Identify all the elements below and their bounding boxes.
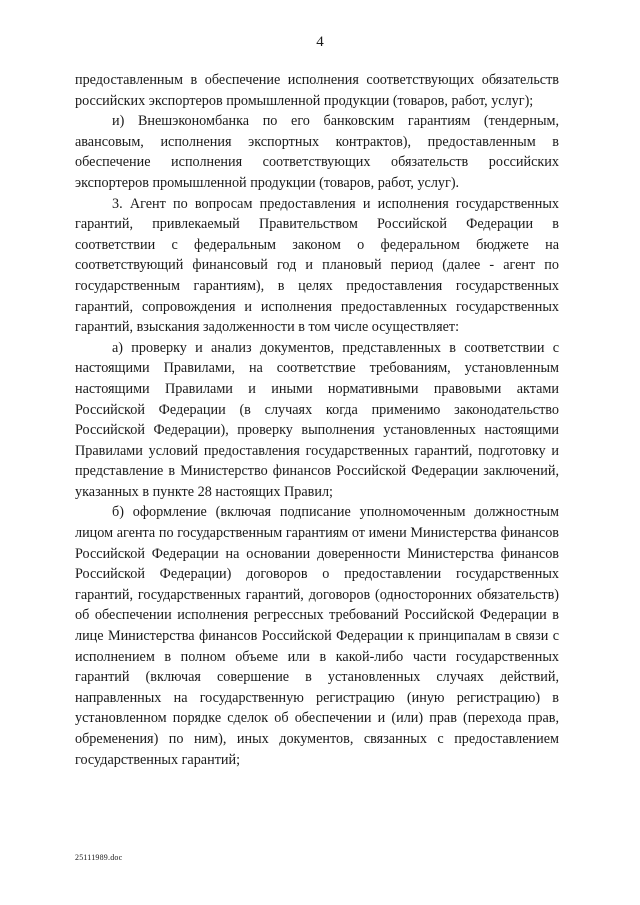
paragraph-item-i: и) Внешэкономбанка по его банковским гарантиям (тендерным, авансовым, исполнения экспортных контрактов), предоставленным в обеспечение исполнения соответствующих обязательств российских экспортеров промышленной продукции (товаров, работ, услуг). bbox=[75, 113, 559, 191]
page-number: 4 bbox=[316, 34, 324, 50]
footer-filename: 25111989.doc bbox=[75, 853, 123, 862]
paragraph-item-b: б) оформление (включая подписание уполномоченным должностным лицом агента по государственным гарантиям от имени Министерства финансов Российской Федерации на основании доверенности Министерства финансов Российской Федерации) договоров о предоставлении государственных гарантий, государственных гарантий, договоров (односторонних обязательств) об обеспечении исполнения регрессных требований Российской Федерации в лице Министерства финансов Российской Федерации к принципалам в связи с исполнением в полном объеме или в какой-либо части государственных гарантий (включая совершение в установленных случаях действий, направленных на государственную регистрацию (иную регистрацию) в установленном порядке сделок об обеспечении и (или) прав (перехода прав, обременения) по ним), иных документов, связанных с предоставлением государственных гарантий; bbox=[75, 504, 559, 768]
document-body bbox=[75, 70, 559, 770]
paragraph-section-3: 3. Агент по вопросам предоставления и исполнения государственных гарантий, привлекаемый Правительством Российской Федерации в соответствии с федеральным законом о федеральном бюджете на соответствующий финансовый год и плановый период (далее - агент по государственным гарантиям), в целях предоставления государственных гарантий, сопровождения и исполнения предоставленных государственных гарантий, взыскания задолженности в том числе осуществляет: bbox=[75, 195, 559, 336]
paragraph-continuation: предоставленным в обеспечение исполнения соответствующих обязательств российских экспортеров промышленной продукции (товаров, работ, услуг); bbox=[75, 72, 559, 109]
paragraph-item-a: а) проверку и анализ документов, представленных в соответствии с настоящими Правилами, на соответствие требованиям, установленным настоящими Правилами и иными нормативными правовыми актами Российской Федерации (в случаях когда применимо законодательство Российской Федерации), проверку выполнения установленных настоящими Правилами условий предоставления государственных гарантий, подготовку и представление в Министерство финансов Российской Федерации заключений, указанных в пункте 28 настоящих Правил; bbox=[75, 339, 559, 500]
